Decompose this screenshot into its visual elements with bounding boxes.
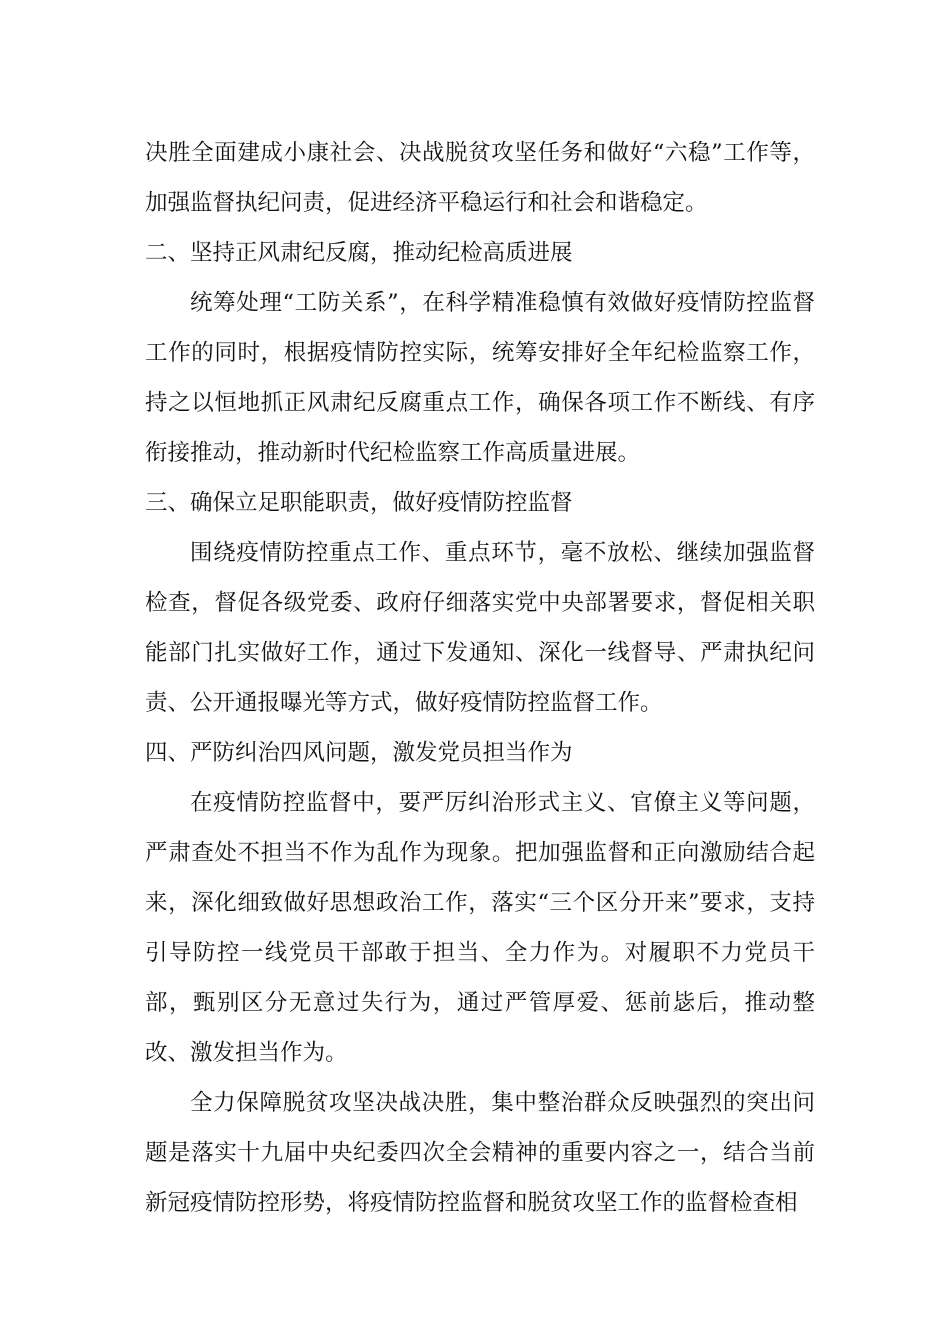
section-heading-4: 四、严防纠治四风问题，激发党员担当作为 [145,740,573,766]
document-body [145,128,815,1228]
paragraph-body: 围绕疫情防控重点工作、重点环节，毫不放松、继续加强监督检查，督促各级党委、政府仔细落实党中央部署要求，督促相关职能部门扎实做好工作，通过下发通知、深化一线督导、严肃执纪问责、公开通报曝光等方式，做好疫情防控监督工作。 [145,540,815,716]
section-heading-2: 二、坚持正风肃纪反腐，推动纪检高质进展 [145,240,573,266]
paragraph-continued: 决胜全面建成小康社会、决战脱贫攻坚任务和做好“六稳”工作等，加强监督执纪问责，促进经济平稳运行和社会和谐稳定。 [145,140,815,216]
paragraph-body: 全力保障脱贫攻坚决战决胜，集中整治群众反映强烈的突出问题是落实十九届中央纪委四次全会精神的重要内容之一，结合当前新冠疫情防控形势，将疫情防控监督和脱贫攻坚工作的监督检查相 [145,1090,815,1216]
paragraph-body: 在疫情防控监督中，要严厉纠治形式主义、官僚主义等问题，严肃查处不担当不作为乱作为现象。把加强监督和正向激励结合起来，深化细致做好思想政治工作，落实“三个区分开来”要求，支持引导防控一线党员干部敢于担当、全力作为。对履职不力党员干部，甄别区分无意过失行为，通过严管厚爱、惩前毖后，推动整改、激发担当作为。 [145,790,815,1066]
section-heading-3: 三、确保立足职能职责，做好疫情防控监督 [145,490,573,516]
paragraph-body: 统筹处理“工防关系”，在科学精准稳慎有效做好疫情防控监督工作的同时，根据疫情防控实际，统筹安排好全年纪检监察工作，持之以恒地抓正风肃纪反腐重点工作，确保各项工作不断线、有序衔接推动，推动新时代纪检监察工作高质量进展。 [145,290,815,466]
